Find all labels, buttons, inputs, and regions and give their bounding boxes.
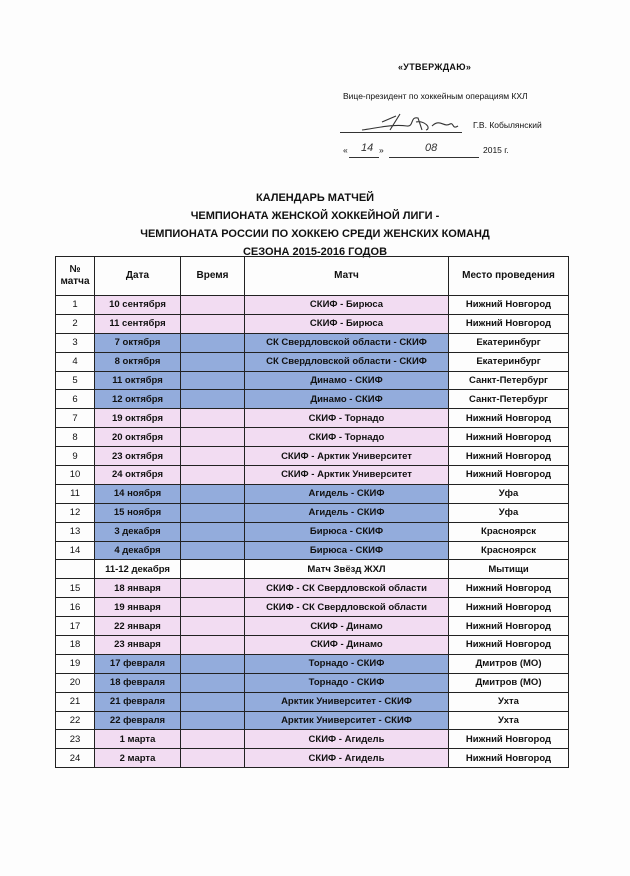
cell-venue: Нижний Новгород xyxy=(449,409,569,428)
approver-name: Г.В. Кобылянский xyxy=(473,120,542,130)
cell-num xyxy=(56,560,95,579)
cell-date: 22 февраля xyxy=(95,711,181,730)
table-row xyxy=(56,692,569,711)
cell-date: 7 октября xyxy=(95,333,181,352)
cell-date: 24 октября xyxy=(95,466,181,485)
cell-num: 7 xyxy=(56,409,95,428)
heading-line-1: КАЛЕНДАРЬ МАТЧЕЙ xyxy=(255,192,375,204)
cell-time xyxy=(181,333,245,352)
cell-time xyxy=(181,503,245,522)
cell-date: 18 января xyxy=(95,579,181,598)
cell-venue: Нижний Новгород xyxy=(449,617,569,636)
cell-venue: Екатеринбург xyxy=(449,352,569,371)
cell-venue: Нижний Новгород xyxy=(449,296,569,315)
cell-venue: Санкт-Петербург xyxy=(449,390,569,409)
cell-date: 18 февраля xyxy=(95,673,181,692)
cell-num: 10 xyxy=(56,466,95,485)
table-row xyxy=(56,579,569,598)
cell-match: Бирюса - СКИФ xyxy=(245,541,449,560)
cell-num: 5 xyxy=(56,371,95,390)
cell-venue: Уфа xyxy=(449,503,569,522)
cell-num: 2 xyxy=(56,314,95,333)
cell-match: Арктик Университет - СКИФ xyxy=(245,711,449,730)
cell-time xyxy=(181,749,245,768)
cell-match: Агидель - СКИФ xyxy=(245,484,449,503)
cell-num: 3 xyxy=(56,333,95,352)
schedule-table xyxy=(55,256,569,768)
table-row xyxy=(56,466,569,485)
cell-num: 19 xyxy=(56,654,95,673)
table-row xyxy=(56,428,569,447)
cell-match: Арктик Университет - СКИФ xyxy=(245,692,449,711)
cell-time xyxy=(181,541,245,560)
table-body xyxy=(56,296,569,768)
table-row xyxy=(56,560,569,579)
cell-match: СКИФ - Торнадо xyxy=(245,409,449,428)
cell-venue: Нижний Новгород xyxy=(449,428,569,447)
cell-date: 8 октября xyxy=(95,352,181,371)
cell-match: СКИФ - СК Свердловской области xyxy=(245,579,449,598)
cell-time xyxy=(181,692,245,711)
table-row xyxy=(56,352,569,371)
cell-match: СКИФ - Арктик Университет xyxy=(245,447,449,466)
cell-venue: Нижний Новгород xyxy=(449,579,569,598)
cell-date: 23 октября xyxy=(95,447,181,466)
cell-match: СКИФ - Торнадо xyxy=(245,428,449,447)
table-row xyxy=(56,673,569,692)
cell-time xyxy=(181,654,245,673)
cell-date: 20 октября xyxy=(95,428,181,447)
heading-line-2: ЧЕМПИОНАТА ЖЕНСКОЙ ХОККЕЙНОЙ ЛИГИ - xyxy=(190,210,440,222)
cell-time xyxy=(181,636,245,655)
cell-time xyxy=(181,484,245,503)
cell-time xyxy=(181,579,245,598)
cell-num: 18 xyxy=(56,636,95,655)
table-row xyxy=(56,409,569,428)
cell-match: Бирюса - СКИФ xyxy=(245,522,449,541)
heading-line-4: СЕЗОНА 2015-2016 ГОДОВ xyxy=(242,246,388,258)
cell-time xyxy=(181,428,245,447)
cell-num: 24 xyxy=(56,749,95,768)
cell-time xyxy=(181,730,245,749)
cell-match: СК Свердловской области - СКИФ xyxy=(245,333,449,352)
cell-date: 17 февраля xyxy=(95,654,181,673)
cell-venue: Нижний Новгород xyxy=(449,636,569,655)
cell-time xyxy=(181,522,245,541)
table-row xyxy=(56,541,569,560)
cell-date: 2 марта xyxy=(95,749,181,768)
cell-venue: Красноярск xyxy=(449,522,569,541)
table-row xyxy=(56,296,569,315)
cell-match: Матч Звёзд ЖХЛ xyxy=(245,560,449,579)
cell-num: 1 xyxy=(56,296,95,315)
cell-venue: Нижний Новгород xyxy=(449,466,569,485)
table-row xyxy=(56,484,569,503)
header-date: Дата xyxy=(95,257,181,296)
table-row xyxy=(56,503,569,522)
cell-time xyxy=(181,617,245,636)
approval-date xyxy=(343,142,543,159)
cell-date: 14 ноября xyxy=(95,484,181,503)
cell-num: 20 xyxy=(56,673,95,692)
cell-date: 15 ноября xyxy=(95,503,181,522)
date-close-quote: » xyxy=(379,145,384,155)
cell-venue: Нижний Новгород xyxy=(449,730,569,749)
cell-num: 13 xyxy=(56,522,95,541)
table-row xyxy=(56,447,569,466)
cell-num: 16 xyxy=(56,598,95,617)
cell-time xyxy=(181,409,245,428)
cell-date: 19 января xyxy=(95,598,181,617)
cell-venue: Нижний Новгород xyxy=(449,447,569,466)
cell-venue: Дмитров (МО) xyxy=(449,673,569,692)
cell-date: 12 октября xyxy=(95,390,181,409)
cell-num: 21 xyxy=(56,692,95,711)
cell-date: 11-12 декабря xyxy=(95,560,181,579)
cell-time xyxy=(181,296,245,315)
cell-date: 21 февраля xyxy=(95,692,181,711)
approver-position: Вице-президент по хоккейным операциям КХЛ xyxy=(343,91,528,101)
table-row xyxy=(56,598,569,617)
cell-venue: Нижний Новгород xyxy=(449,314,569,333)
cell-time xyxy=(181,560,245,579)
cell-match: Агидель - СКИФ xyxy=(245,503,449,522)
cell-num: 6 xyxy=(56,390,95,409)
cell-venue: Уфа xyxy=(449,484,569,503)
cell-num: 22 xyxy=(56,711,95,730)
cell-date: 19 октября xyxy=(95,409,181,428)
cell-venue: Дмитров (МО) xyxy=(449,654,569,673)
document-heading xyxy=(0,189,630,261)
date-open-quote: « xyxy=(343,145,348,155)
cell-time xyxy=(181,352,245,371)
cell-match: СКИФ - Арктик Университет xyxy=(245,466,449,485)
heading-line-3: ЧЕМПИОНАТА РОССИИ ПО ХОККЕЮ СРЕДИ ЖЕНСКИХ КОМАНД xyxy=(140,228,490,240)
date-year: 2015 г. xyxy=(483,145,509,155)
cell-date: 3 декабря xyxy=(95,522,181,541)
cell-time xyxy=(181,673,245,692)
cell-venue: Мытищи xyxy=(449,560,569,579)
cell-num: 8 xyxy=(56,428,95,447)
cell-date: 1 марта xyxy=(95,730,181,749)
header-match: Матч xyxy=(245,257,449,296)
header-time: Время xyxy=(181,257,245,296)
cell-time xyxy=(181,711,245,730)
cell-num: 15 xyxy=(56,579,95,598)
cell-date: 10 сентября xyxy=(95,296,181,315)
cell-match: СКИФ - Агидель xyxy=(245,730,449,749)
cell-time xyxy=(181,390,245,409)
cell-match: СКИФ - Агидель xyxy=(245,749,449,768)
cell-date: 22 января xyxy=(95,617,181,636)
cell-venue: Ухта xyxy=(449,692,569,711)
cell-match: Динамо - СКИФ xyxy=(245,371,449,390)
cell-venue: Нижний Новгород xyxy=(449,749,569,768)
cell-date: 23 января xyxy=(95,636,181,655)
table-row xyxy=(56,371,569,390)
cell-num: 17 xyxy=(56,617,95,636)
table-row xyxy=(56,730,569,749)
cell-match: СКИФ - Бирюса xyxy=(245,296,449,315)
table-header-row xyxy=(56,257,569,296)
signature-line xyxy=(340,132,462,133)
cell-time xyxy=(181,314,245,333)
cell-match: СКИФ - Бирюса xyxy=(245,314,449,333)
date-day: 14 xyxy=(361,142,374,154)
approval-title: «УТВЕРЖДАЮ» xyxy=(398,62,472,72)
cell-date: 11 октября xyxy=(95,371,181,390)
header-num: № матча xyxy=(56,257,95,296)
table-row xyxy=(56,314,569,333)
cell-match: Торнадо - СКИФ xyxy=(245,654,449,673)
cell-venue: Екатеринбург xyxy=(449,333,569,352)
cell-num: 4 xyxy=(56,352,95,371)
cell-match: Торнадо - СКИФ xyxy=(245,673,449,692)
cell-date: 4 декабря xyxy=(95,541,181,560)
cell-num: 23 xyxy=(56,730,95,749)
date-month: 08 xyxy=(425,142,438,154)
cell-venue: Нижний Новгород xyxy=(449,598,569,617)
cell-date: 11 сентября xyxy=(95,314,181,333)
approval-block xyxy=(0,0,630,170)
table-row xyxy=(56,617,569,636)
cell-num: 11 xyxy=(56,484,95,503)
cell-time xyxy=(181,371,245,390)
cell-match: СК Свердловской области - СКИФ xyxy=(245,352,449,371)
cell-match: СКИФ - Динамо xyxy=(245,636,449,655)
table-row xyxy=(56,636,569,655)
table-row xyxy=(56,711,569,730)
cell-match: Динамо - СКИФ xyxy=(245,390,449,409)
table-row xyxy=(56,522,569,541)
cell-venue: Ухта xyxy=(449,711,569,730)
cell-match: СКИФ - СК Свердловской области xyxy=(245,598,449,617)
cell-num: 12 xyxy=(56,503,95,522)
table-row xyxy=(56,654,569,673)
cell-num: 9 xyxy=(56,447,95,466)
cell-num: 14 xyxy=(56,541,95,560)
cell-time xyxy=(181,447,245,466)
cell-venue: Красноярск xyxy=(449,541,569,560)
cell-time xyxy=(181,598,245,617)
cell-venue: Санкт-Петербург xyxy=(449,371,569,390)
table-row xyxy=(56,749,569,768)
cell-time xyxy=(181,466,245,485)
table-row xyxy=(56,333,569,352)
header-venue: Место проведения xyxy=(449,257,569,296)
table-row xyxy=(56,390,569,409)
cell-match: СКИФ - Динамо xyxy=(245,617,449,636)
